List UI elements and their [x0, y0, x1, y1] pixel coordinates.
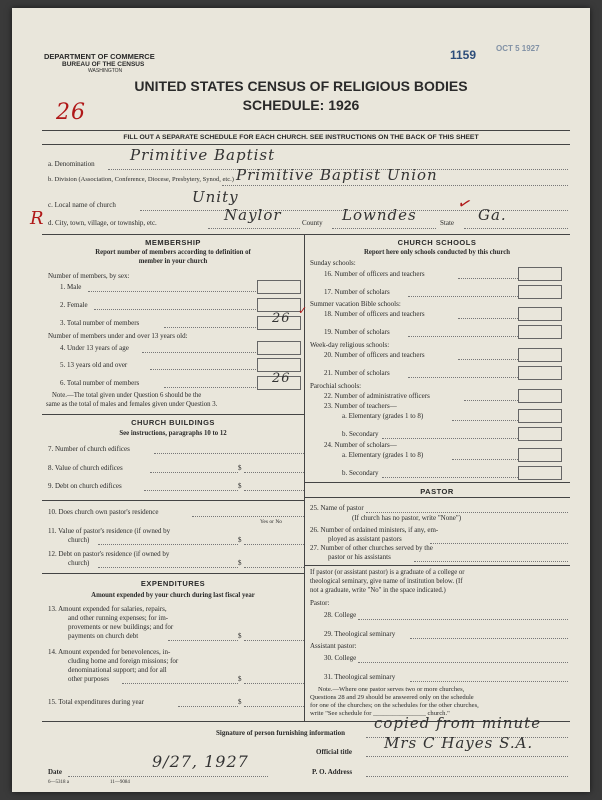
q11-dollar: $ — [238, 536, 242, 544]
city-label: d. City, town, village, or township, etc. — [48, 219, 157, 227]
q2-box[interactable] — [257, 298, 301, 312]
q29: 29. Theological seminary — [324, 630, 396, 638]
q25: 25. Name of pastor — [310, 504, 364, 512]
q15-total-expenditures: 15. Total expenditures during year — [48, 698, 144, 706]
q6-value: 26 — [272, 371, 291, 386]
red-tick-q3: ✓ — [298, 305, 308, 317]
q18-box[interactable] — [518, 307, 562, 321]
q17-box[interactable] — [518, 285, 562, 299]
pastor-note-4: write "See schedule for ________________ church." — [310, 710, 450, 717]
instruction-line: FILL OUT A SEPARATE SCHEDULE FOR EACH CHURCH. SEE INSTRUCTIONS ON THE BACK OF THIS SHEET — [123, 134, 479, 141]
q24b-box[interactable] — [518, 466, 562, 480]
q21: 21. Number of scholars — [324, 369, 390, 377]
q19: 19. Number of scholars — [324, 328, 390, 336]
form-number-1: 6—5318 a — [48, 780, 69, 785]
q27-line-1: 27. Number of other churches served by the — [310, 544, 433, 552]
q5-box[interactable] — [257, 358, 301, 372]
q30: 30. College — [324, 654, 357, 662]
q11-value-residence-2: church) — [68, 536, 90, 544]
q9-dollar: $ — [238, 482, 242, 490]
q14-line-1: 14. Amount expended for benevolences, in- — [48, 648, 171, 656]
q7-edifices: 7. Number of church edifices — [48, 445, 130, 453]
q24a-box[interactable] — [518, 448, 562, 462]
form-number-2: 11—9084 — [110, 780, 130, 785]
official-title-value: Mrs C Hayes S.A. — [384, 734, 534, 752]
q23: 23. Number of teachers— — [324, 402, 397, 410]
age-head: Number of members under and over 13 years old: — [48, 332, 188, 340]
q5-over-13: 5. 13 years old and over — [60, 361, 128, 369]
schools-subtitle: Report here only schools conducted by this church — [363, 249, 511, 256]
q27-line-2: pastor or his assistants — [328, 553, 391, 561]
local-name-value: Unity — [192, 188, 239, 206]
pastor-info-1: If pastor (or assistant pastor) is a graduate of a college or — [310, 569, 465, 576]
bureau-header: BUREAU OF THE CENSUS — [62, 61, 145, 68]
q12-debt-residence-2: church) — [68, 559, 90, 567]
dept-header: DEPARTMENT OF COMMERCE — [44, 52, 155, 61]
q13-dollar: $ — [238, 632, 242, 640]
state-label: State — [440, 219, 454, 227]
q26-line-1: 26. Number of ordained ministers, if any, em- — [310, 526, 439, 534]
county-value: Lowndes — [342, 206, 417, 224]
q13-line-2: and other running expenses; for im- — [68, 614, 169, 622]
parochial-schools: Parochial schools: — [310, 382, 362, 390]
q25-hint: (If church has no pastor, write "None") — [352, 514, 462, 522]
q2-female: 2. Female — [60, 301, 88, 309]
yes-no-hint: Yes or No — [260, 519, 283, 525]
q17: 17. Number of scholars — [324, 288, 390, 296]
stamp-number: 1159 — [450, 48, 477, 62]
q14-line-3: denominational support; and for all — [68, 666, 167, 674]
q6-total: 6. Total number of members — [60, 379, 140, 387]
county-label: County — [302, 219, 323, 227]
q8-dollar: $ — [238, 464, 242, 472]
q22-box[interactable] — [518, 389, 562, 403]
city-value: Naylor — [224, 206, 282, 224]
q22: 22. Number of administrative officers — [324, 392, 430, 400]
membership-note-1: Note.—The total given under Question 6 should be the — [52, 392, 202, 399]
q14-dollar: $ — [238, 675, 242, 683]
q12-debt-residence-1: 12. Debt on pastor's residence (if owned by — [48, 550, 170, 558]
division-label: b. Division (Association, Conference, Diocese, Presbytery, Synod, etc.) — [48, 176, 234, 183]
q3-value: 26 — [272, 311, 291, 326]
q26-line-2: ployed as assistant pastors — [328, 535, 402, 543]
buildings-title: CHURCH BUILDINGS — [131, 418, 215, 427]
q4-box[interactable] — [257, 341, 301, 355]
denomination-value: Primitive Baptist — [130, 146, 276, 164]
members-by-sex: Number of members, by sex: — [48, 272, 130, 280]
q10-owns-residence: 10. Does church own pastor's residence — [48, 508, 159, 516]
q12-dollar: $ — [238, 559, 242, 567]
red-r-mark: R — [30, 208, 45, 229]
q11-value-residence-1: 11. Value of pastor's residence (if owned by — [48, 527, 171, 535]
q3-total: 3. Total number of members — [60, 319, 140, 327]
q13-line-1: 13. Amount expended for salaries, repairs, — [48, 605, 167, 613]
weekday-schools: Week-day religious schools: — [310, 341, 390, 349]
q28: 28. College — [324, 611, 357, 619]
summer-schools: Summer vacation Bible schools: — [310, 300, 401, 308]
q24a: a. Elementary (grades 1 to 8) — [342, 451, 424, 459]
q21-box[interactable] — [518, 366, 562, 380]
pastor-title: PASTOR — [420, 487, 454, 496]
pastor-label: Pastor: — [310, 599, 330, 607]
signature-value: copied from minute — [374, 714, 542, 732]
q20-box[interactable] — [518, 348, 562, 362]
membership-title: MEMBERSHIP — [145, 238, 201, 247]
q8-value-edifices: 8. Value of church edifices — [48, 464, 123, 472]
signature-label: Signature of person furnishing information — [216, 729, 345, 737]
form-title: UNITED STATES CENSUS OF RELIGIOUS BODIES — [134, 78, 468, 94]
pastor-note-3: for one of the churches; on the schedules for the other churches, — [310, 702, 479, 709]
division-value: Primitive Baptist Union — [236, 166, 438, 184]
q16-box[interactable] — [518, 267, 562, 281]
expenditures-title: EXPENDITURES — [140, 579, 206, 588]
membership-subtitle-2: member in your church — [138, 258, 208, 265]
q1-male: 1. Male — [60, 283, 82, 291]
q13-line-4: payments on church debt — [68, 632, 139, 640]
census-schedule-document — [12, 8, 590, 792]
q31: 31. Theological seminary — [324, 673, 396, 681]
po-address-label: P. O. Address — [312, 768, 353, 776]
membership-subtitle-1: Report number of members according to definition of — [95, 249, 251, 256]
date-label: Date — [48, 768, 62, 776]
q14-line-4: other purposes — [68, 675, 110, 683]
q13-line-3: provements or new buildings; and for — [68, 623, 174, 631]
q14-line-2: cluding home and foreign missions; for — [68, 657, 179, 665]
q4-under-13: 4. Under 13 years of age — [60, 344, 129, 352]
red-check-mark: ✓ — [455, 194, 474, 215]
buildings-subtitle: See instructions, paragraphs 10 to 12 — [119, 430, 227, 437]
q18: 18. Number of officers and teachers — [324, 310, 425, 318]
q9-debt-edifices: 9. Debt on church edifices — [48, 482, 122, 490]
city-header: WASHINGTON — [88, 68, 123, 74]
q24b: b. Secondary — [342, 469, 379, 477]
q16: 16. Number of officers and teachers — [324, 270, 425, 278]
schedule-title: SCHEDULE: 1926 — [242, 97, 360, 113]
q24: 24. Number of scholars— — [324, 441, 397, 449]
membership-note-2: same as the total of males and females given under Question 3. — [46, 401, 218, 408]
q15-dollar: $ — [238, 698, 242, 706]
q23b: b. Secondary — [342, 430, 379, 438]
local-name-label: c. Local name of church — [48, 201, 116, 209]
q23a: a. Elementary (grades 1 to 8) — [342, 412, 424, 420]
red-file-number: 26 — [56, 100, 86, 125]
q20: 20. Number of officers and teachers — [324, 351, 425, 359]
schools-title: CHURCH SCHOOLS — [397, 238, 477, 247]
pastor-note-2: Questions 28 and 29 should be answered only on the schedule — [310, 694, 474, 701]
q1-box[interactable] — [257, 280, 301, 294]
q23a-box[interactable] — [518, 409, 562, 423]
q23b-box[interactable] — [518, 427, 562, 441]
pastor-info-3: not a graduate, write "No" in the space indicated.) — [310, 587, 446, 594]
date-value: 9/27, 1927 — [152, 752, 249, 771]
expenditures-subtitle: Amount expended by your church during last fiscal year — [91, 592, 255, 599]
denomination-label: a. Denomination — [48, 160, 95, 168]
q19-box[interactable] — [518, 325, 562, 339]
assistant-label: Assistant pastor: — [310, 642, 357, 650]
pastor-info-2: theological seminary, give name of institution below. (If — [310, 578, 463, 585]
stamp-date: OCT 5 1927 — [496, 44, 540, 53]
state-value: Ga. — [478, 206, 507, 224]
official-title-label: Official title — [316, 748, 352, 756]
pastor-note-1: Note.—Where one pastor serves two or more churches, — [318, 686, 465, 693]
sunday-schools: Sunday schools: — [310, 259, 356, 267]
